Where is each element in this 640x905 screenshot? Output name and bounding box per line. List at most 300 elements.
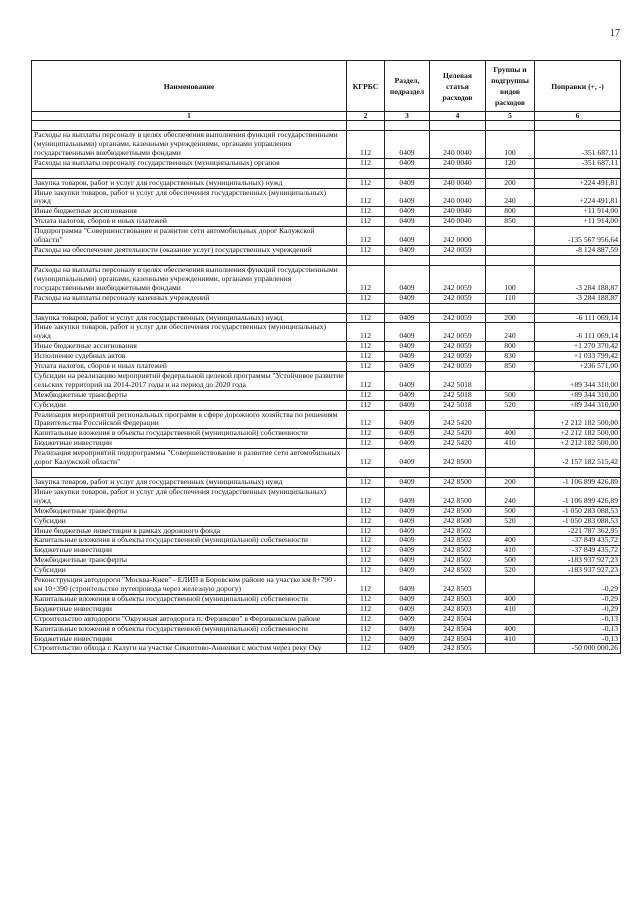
table-row	[32, 634, 621, 644]
row-expense-group: 410	[486, 634, 535, 644]
row-razdel: 0409	[385, 178, 430, 188]
table-row	[32, 217, 621, 227]
row-razdel: 0409	[385, 227, 430, 246]
table-row	[32, 614, 621, 624]
row-amount: -3 284 188,87	[535, 293, 621, 303]
col-number: 5	[486, 112, 535, 121]
row-amount: -1 106 899 426,89	[535, 487, 621, 506]
row-expense-group	[486, 526, 535, 536]
row-amount: -6 111 069,14	[535, 313, 621, 323]
row-name: Субсидии	[32, 516, 347, 526]
row-target-article: 242 8503	[430, 594, 486, 604]
table-row	[32, 207, 621, 217]
row-expense-group: 100	[486, 265, 535, 293]
row-kgrbs: 112	[347, 400, 385, 410]
row-amount: +89 344 310,00	[535, 371, 621, 390]
empty-cell	[347, 168, 385, 178]
table-row	[32, 178, 621, 188]
row-expense-group: 850	[486, 362, 535, 372]
row-kgrbs: 112	[347, 313, 385, 323]
row-kgrbs: 112	[347, 362, 385, 372]
row-expense-group: 410	[486, 604, 535, 614]
row-amount: -183 937 927,23	[535, 556, 621, 566]
empty-cell	[347, 303, 385, 313]
row-expense-group: 200	[486, 478, 535, 488]
row-amount: +11 914,00	[535, 207, 621, 217]
row-amount: +236 571,00	[535, 362, 621, 372]
row-kgrbs: 112	[347, 217, 385, 227]
empty-cell	[32, 255, 347, 265]
row-razdel: 0409	[385, 352, 430, 362]
row-expense-group: 240	[486, 487, 535, 506]
row-name: Субсидии	[32, 400, 347, 410]
row-name: Расходы на выплаты персоналу в целях обеспечения выполнения функций государственными (муниципальными) органами, казенными учреждениями, органами управления государственными внебюджетными фондами	[32, 265, 347, 293]
table-row	[32, 506, 621, 516]
row-amount: -1 050 283 088,53	[535, 516, 621, 526]
table-row	[32, 342, 621, 352]
table-row	[32, 516, 621, 526]
row-razdel: 0409	[385, 536, 430, 546]
row-expense-group: 500	[486, 506, 535, 516]
row-expense-group: 400	[486, 594, 535, 604]
row-target-article: 240 0040	[430, 158, 486, 168]
row-name: Иные бюджетные инвестиции в рамках дорожного фонда	[32, 526, 347, 536]
row-amount: -6 111 069,14	[535, 323, 621, 342]
empty-cell	[430, 168, 486, 178]
row-razdel: 0409	[385, 604, 430, 614]
row-amount: -0,13	[535, 614, 621, 624]
row-razdel: 0409	[385, 400, 430, 410]
row-name: Бюджетные инвестиции	[32, 634, 347, 644]
row-expense-group: 110	[486, 293, 535, 303]
row-target-article: 242 5420	[430, 439, 486, 449]
row-expense-group	[486, 449, 535, 468]
row-target-article: 242 5018	[430, 400, 486, 410]
row-name: Закупка товаров, работ и услуг для государственных (муниципальных) нужд	[32, 178, 347, 188]
row-amount: -37 849 435,72	[535, 536, 621, 546]
empty-cell	[430, 468, 486, 478]
row-name: Межбюджетные трансферты	[32, 556, 347, 566]
row-kgrbs: 112	[347, 449, 385, 468]
row-razdel: 0409	[385, 265, 430, 293]
row-name: Иные бюджетные ассигнования	[32, 207, 347, 217]
row-target-article: 240 0040	[430, 131, 486, 159]
row-amount: -0,13	[535, 634, 621, 644]
row-expense-group	[486, 245, 535, 255]
row-expense-group: 520	[486, 516, 535, 526]
row-name: Капитальные вложения в объекты государственной (муниципальной) собственности	[32, 429, 347, 439]
row-target-article: 242 0059	[430, 293, 486, 303]
row-target-article: 242 5420	[430, 410, 486, 429]
empty-cell	[347, 255, 385, 265]
table-row	[32, 576, 621, 595]
table-row	[32, 362, 621, 372]
row-amount: -0,29	[535, 604, 621, 614]
row-name: Строительство автодороги "Окружная автодорога п. Ферзиково" в Ферзиковском районе	[32, 614, 347, 624]
empty-cell	[535, 168, 621, 178]
row-kgrbs: 112	[347, 342, 385, 352]
row-expense-group: 500	[486, 390, 535, 400]
row-expense-group: 520	[486, 400, 535, 410]
empty-cell	[430, 303, 486, 313]
row-razdel: 0409	[385, 323, 430, 342]
row-kgrbs: 112	[347, 506, 385, 516]
row-expense-group	[486, 410, 535, 429]
row-name: Расходы на обеспечение деятельности (оказание услуг) государственных учреждений	[32, 245, 347, 255]
row-amount: +1 033 799,42	[535, 352, 621, 362]
row-expense-group: 200	[486, 313, 535, 323]
table-row	[32, 188, 621, 207]
row-kgrbs: 112	[347, 410, 385, 429]
row-amount: +2 212 182 500,00	[535, 439, 621, 449]
row-name: Иные закупки товаров, работ и услуг для обеспечения государственных (муниципальных) нужд	[32, 487, 347, 506]
row-target-article: 242 8502	[430, 566, 486, 576]
row-name: Расходы на выплаты персоналу казенных учреждений	[32, 293, 347, 303]
row-kgrbs: 112	[347, 556, 385, 566]
row-amount: -0,29	[535, 594, 621, 604]
row-amount: +224 491,81	[535, 178, 621, 188]
spacer-row	[32, 168, 621, 178]
row-target-article: 242 8503	[430, 576, 486, 595]
row-kgrbs: 112	[347, 566, 385, 576]
header-amendments: Поправки (+, -)	[535, 61, 621, 112]
row-kgrbs: 112	[347, 429, 385, 439]
empty-cell	[385, 168, 430, 178]
row-amount: -351 687,11	[535, 131, 621, 159]
spacer-row	[32, 255, 621, 265]
row-target-article: 242 8504	[430, 614, 486, 624]
row-target-article: 242 8500	[430, 506, 486, 516]
empty-cell	[486, 255, 535, 265]
row-expense-group	[486, 644, 535, 654]
row-razdel: 0409	[385, 594, 430, 604]
row-target-article: 242 0059	[430, 313, 486, 323]
row-name: Субсидии на реализацию мероприятий федеральной целевой программы "Устойчивое развитие сельских территорий на 2014-2017 годы и на период до 2020 года	[32, 371, 347, 390]
row-expense-group: 410	[486, 439, 535, 449]
row-target-article: 242 0059	[430, 265, 486, 293]
row-expense-group	[486, 614, 535, 624]
row-target-article: 242 0059	[430, 342, 486, 352]
row-kgrbs: 112	[347, 293, 385, 303]
table-row	[32, 478, 621, 488]
empty-cell	[347, 468, 385, 478]
row-name: Иные закупки товаров, работ и услуг для обеспечения государственных (муниципальных) нужд	[32, 323, 347, 342]
row-amount: -8 124 887,59	[535, 245, 621, 255]
row-target-article: 242 0059	[430, 245, 486, 255]
table-row	[32, 449, 621, 468]
table-row	[32, 526, 621, 536]
row-target-article: 242 5018	[430, 371, 486, 390]
row-name: Межбюджетные трансферты	[32, 506, 347, 516]
row-expense-group	[486, 227, 535, 246]
row-razdel: 0409	[385, 449, 430, 468]
row-expense-group: 800	[486, 207, 535, 217]
row-razdel: 0409	[385, 207, 430, 217]
table-row	[32, 293, 621, 303]
header-kgrbs: КГРБС	[347, 61, 385, 112]
empty-cell	[430, 255, 486, 265]
row-name: Подпрограмма "Совершенствование и развитие сети автомобильных дорог Калужской области"	[32, 227, 347, 246]
row-name: Закупка товаров, работ и услуг для государственных (муниципальных) нужд	[32, 478, 347, 488]
col-number: 3	[385, 112, 430, 121]
row-kgrbs: 112	[347, 439, 385, 449]
row-target-article: 242 0059	[430, 352, 486, 362]
table-row	[32, 594, 621, 604]
row-amount: -135 567 956,64	[535, 227, 621, 246]
table-row	[32, 429, 621, 439]
row-target-article: 242 0059	[430, 323, 486, 342]
row-name: Реконструкция автодороги "Москва-Киев" - ЕЛИП в Боровском районе на участке км 8+790 - км 10+390 (строительство путепровода через железную дорогу)	[32, 576, 347, 595]
empty-cell	[32, 303, 347, 313]
row-razdel: 0409	[385, 362, 430, 372]
row-kgrbs: 112	[347, 516, 385, 526]
row-razdel: 0409	[385, 506, 430, 516]
spacer-row	[32, 468, 621, 478]
row-expense-group: 400	[486, 624, 535, 634]
row-kgrbs: 112	[347, 265, 385, 293]
row-name: Бюджетные инвестиции	[32, 604, 347, 614]
row-target-article: 240 0040	[430, 217, 486, 227]
table-row	[32, 410, 621, 429]
row-razdel: 0409	[385, 644, 430, 654]
row-razdel: 0409	[385, 516, 430, 526]
table-row	[32, 371, 621, 390]
empty-cell	[385, 303, 430, 313]
row-expense-group: 100	[486, 131, 535, 159]
table-row	[32, 536, 621, 546]
row-target-article: 242 5018	[430, 390, 486, 400]
table-row	[32, 227, 621, 246]
row-amount: +89 344 310,00	[535, 400, 621, 410]
table-row	[32, 352, 621, 362]
table-row	[32, 604, 621, 614]
row-target-article: 242 8502	[430, 546, 486, 556]
row-kgrbs: 112	[347, 158, 385, 168]
row-kgrbs: 112	[347, 227, 385, 246]
row-kgrbs: 112	[347, 546, 385, 556]
row-amount: -221 787 362,95	[535, 526, 621, 536]
row-razdel: 0409	[385, 217, 430, 227]
row-kgrbs: 112	[347, 207, 385, 217]
row-amount: +224 491,81	[535, 188, 621, 207]
row-amount: +1 270 370,42	[535, 342, 621, 352]
table-row	[32, 556, 621, 566]
row-expense-group: 500	[486, 556, 535, 566]
row-kgrbs: 112	[347, 371, 385, 390]
column-number-row	[32, 112, 621, 121]
row-expense-group: 520	[486, 566, 535, 576]
empty-cell	[385, 468, 430, 478]
row-amount: +2 212 182 500,00	[535, 429, 621, 439]
row-amount: +89 344 310,00	[535, 390, 621, 400]
col-number: 6	[535, 112, 621, 121]
row-kgrbs: 112	[347, 352, 385, 362]
row-kgrbs: 112	[347, 624, 385, 634]
row-name: Бюджетные инвестиции	[32, 546, 347, 556]
empty-cell	[535, 468, 621, 478]
row-kgrbs: 112	[347, 487, 385, 506]
table-row	[32, 439, 621, 449]
row-razdel: 0409	[385, 158, 430, 168]
table-row	[32, 131, 621, 159]
row-razdel: 0409	[385, 313, 430, 323]
empty-cell	[385, 121, 430, 131]
row-kgrbs: 112	[347, 604, 385, 614]
row-name: Субсидии	[32, 566, 347, 576]
row-kgrbs: 112	[347, 178, 385, 188]
row-target-article: 242 5420	[430, 429, 486, 439]
row-name: Уплата налогов, сборов и иных платежей	[32, 217, 347, 227]
spacer-row	[32, 121, 621, 131]
row-target-article: 242 8502	[430, 526, 486, 536]
row-razdel: 0409	[385, 390, 430, 400]
row-kgrbs: 112	[347, 526, 385, 536]
row-razdel: 0409	[385, 371, 430, 390]
row-target-article: 240 0040	[430, 207, 486, 217]
row-razdel: 0409	[385, 624, 430, 634]
col-number: 4	[430, 112, 486, 121]
row-target-article: 242 8504	[430, 634, 486, 644]
empty-cell	[385, 255, 430, 265]
row-expense-group: 400	[486, 536, 535, 546]
row-name: Бюджетные инвестиции	[32, 439, 347, 449]
row-razdel: 0409	[385, 614, 430, 624]
row-name: Реализация мероприятий региональных программ в сфере дорожного хозяйства по решениям Правительства Российской Федерации	[32, 410, 347, 429]
row-expense-group: 400	[486, 429, 535, 439]
empty-cell	[430, 121, 486, 131]
table-row	[32, 323, 621, 342]
row-kgrbs: 112	[347, 390, 385, 400]
row-amount: -183 937 927,23	[535, 566, 621, 576]
row-kgrbs: 112	[347, 614, 385, 624]
empty-cell	[32, 168, 347, 178]
table-row	[32, 566, 621, 576]
row-kgrbs: 112	[347, 536, 385, 546]
row-expense-group: 240	[486, 188, 535, 207]
table-row	[32, 313, 621, 323]
row-amount: +11 914,00	[535, 217, 621, 227]
header-row	[32, 61, 621, 112]
header-razdel: Раздел, подраздел	[385, 61, 430, 112]
row-kgrbs: 112	[347, 188, 385, 207]
row-target-article: 242 8500	[430, 487, 486, 506]
col-number: 2	[347, 112, 385, 121]
empty-cell	[32, 121, 347, 131]
row-name: Иные бюджетные ассигнования	[32, 342, 347, 352]
row-name: Строительство обхода г. Калуги на участке Секиотово-Анненки с мостом через реку Оку	[32, 644, 347, 654]
row-amount: -3 284 188,87	[535, 265, 621, 293]
row-name: Капитальные вложения в объекты государственной (муниципальной) собственности	[32, 594, 347, 604]
empty-cell	[535, 303, 621, 313]
empty-cell	[486, 121, 535, 131]
row-name: Расходы на выплаты персоналу в целях обеспечения выполнения функций государственными (муниципальными) органами, казенными учреждениями, органами управления государственными внебюджетными фондами	[32, 131, 347, 159]
table-row	[32, 400, 621, 410]
row-amount: -2 157 182 515,42	[535, 449, 621, 468]
budget-table	[31, 60, 621, 654]
row-name: Уплата налогов, сборов и иных платежей	[32, 362, 347, 372]
row-kgrbs: 112	[347, 634, 385, 644]
row-target-article: 242 0000	[430, 227, 486, 246]
row-amount: -37 849 435,72	[535, 546, 621, 556]
row-kgrbs: 112	[347, 594, 385, 604]
empty-cell	[486, 468, 535, 478]
row-expense-group: 200	[486, 178, 535, 188]
row-kgrbs: 112	[347, 323, 385, 342]
row-razdel: 0409	[385, 566, 430, 576]
table-row	[32, 158, 621, 168]
row-amount: -50 000 000,26	[535, 644, 621, 654]
row-kgrbs: 112	[347, 131, 385, 159]
table-row	[32, 546, 621, 556]
row-amount: -1 106 899 426,89	[535, 478, 621, 488]
row-razdel: 0409	[385, 576, 430, 595]
row-expense-group: 240	[486, 323, 535, 342]
row-razdel: 0409	[385, 293, 430, 303]
row-razdel: 0409	[385, 634, 430, 644]
row-razdel: 0409	[385, 188, 430, 207]
empty-cell	[347, 121, 385, 131]
row-razdel: 0409	[385, 410, 430, 429]
row-target-article: 242 8500	[430, 516, 486, 526]
row-razdel: 0409	[385, 487, 430, 506]
col-number: 1	[32, 112, 347, 121]
page-number: 17	[610, 28, 620, 39]
row-amount: -0,29	[535, 576, 621, 595]
row-expense-group	[486, 371, 535, 390]
table-row	[32, 245, 621, 255]
table-row	[32, 390, 621, 400]
row-amount: -0,13	[535, 624, 621, 634]
row-expense-group: 800	[486, 342, 535, 352]
row-razdel: 0409	[385, 131, 430, 159]
row-name: Иные закупки товаров, работ и услуг для обеспечения государственных (муниципальных) нужд	[32, 188, 347, 207]
row-name: Исполнение судебных актов	[32, 352, 347, 362]
row-expense-group: 410	[486, 546, 535, 556]
table-row	[32, 487, 621, 506]
table-row	[32, 624, 621, 634]
row-name: Закупка товаров, работ и услуг для государственных (муниципальных) нужд	[32, 313, 347, 323]
row-target-article: 242 8503	[430, 604, 486, 614]
row-target-article: 242 8502	[430, 536, 486, 546]
row-name: Реализация мероприятий подпрограммы "Совершенствование и развитие сети автомобильных дорог Калужской области"	[32, 449, 347, 468]
header-name: Наименование	[32, 61, 347, 112]
row-target-article: 242 8502	[430, 556, 486, 566]
row-expense-group: 120	[486, 158, 535, 168]
row-target-article: 242 0059	[430, 362, 486, 372]
row-target-article: 240 0040	[430, 188, 486, 207]
row-razdel: 0409	[385, 556, 430, 566]
row-razdel: 0409	[385, 478, 430, 488]
row-expense-group	[486, 576, 535, 595]
row-kgrbs: 112	[347, 478, 385, 488]
row-target-article: 242 8505	[430, 644, 486, 654]
row-amount: +2 212 182 500,00	[535, 410, 621, 429]
row-razdel: 0409	[385, 245, 430, 255]
row-amount: -351 687,11	[535, 158, 621, 168]
row-name: Капитальные вложения в объекты государственной (муниципальной) собственности	[32, 536, 347, 546]
empty-cell	[32, 468, 347, 478]
row-target-article: 242 8504	[430, 624, 486, 634]
row-kgrbs: 112	[347, 644, 385, 654]
table-row	[32, 644, 621, 654]
row-kgrbs: 112	[347, 576, 385, 595]
row-name: Капитальные вложения в объекты государственной (муниципальной) собственности	[32, 624, 347, 634]
header-expense-group: Группы и подгруппы видов расходов	[486, 61, 535, 112]
row-razdel: 0409	[385, 546, 430, 556]
row-target-article: 242 8500	[430, 478, 486, 488]
row-target-article: 242 8500	[430, 449, 486, 468]
row-amount: -1 050 283 088,53	[535, 506, 621, 516]
